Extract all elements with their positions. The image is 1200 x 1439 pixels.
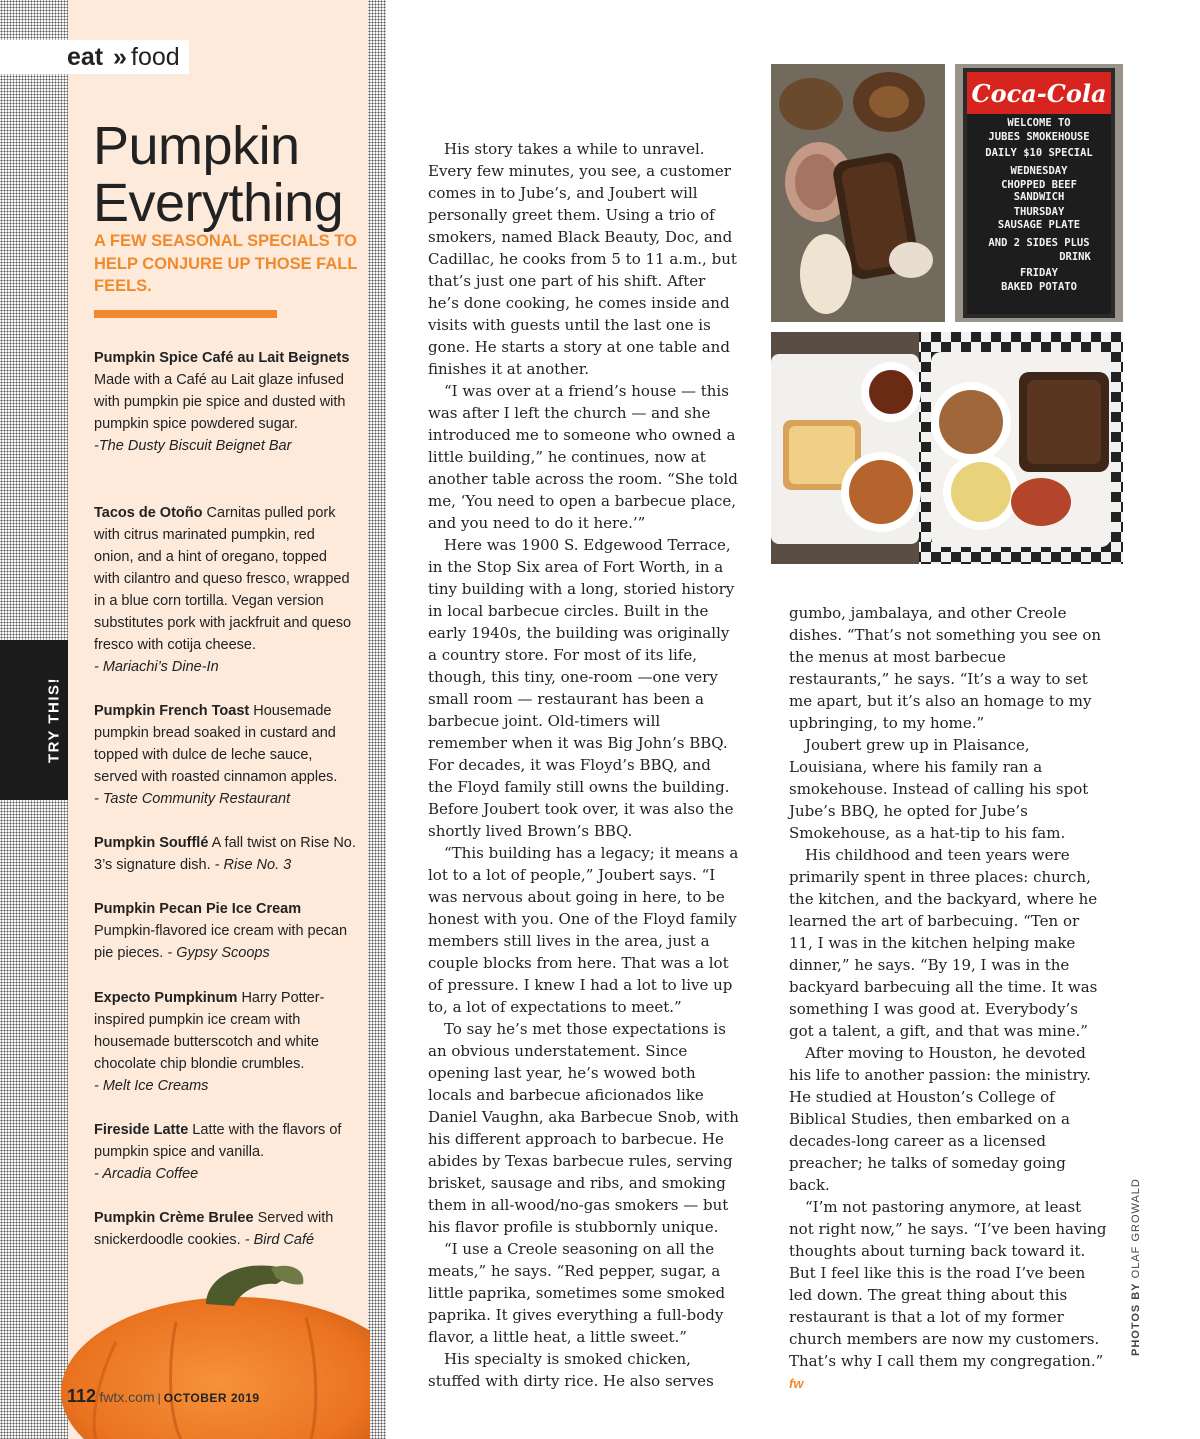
section-tag [0, 40, 189, 74]
photo-credit [1130, 1178, 1142, 1356]
article-column-1 [428, 138, 740, 1392]
special-desc: Housemade pumpkin bread soaked in custard and topped with dulce de leche sauce, served with roasted cinnamon apples. [94, 703, 338, 785]
special-source: -The Dusty Biscuit Beignet Bar [94, 438, 292, 454]
page-footer [67, 1386, 260, 1407]
article-paragraph: “I was over at a friend’s house — this was after I left the church — and she introduced me to someone who owned a little building,” he continues, now at another table across the room. “She told me, ‘You need to open a barbecue place, and you need to do it here.’” [428, 382, 738, 532]
pumpkin-image [56, 1262, 370, 1439]
special-item [94, 700, 356, 810]
special-item [94, 898, 356, 964]
footer-separator: | [157, 1391, 161, 1405]
article-paragraph-text: “I’m not pastoring anymore, at least not right now,” he says. “I’ve been having thoughts about turning back toward it. But I feel like this is the road I’ve been led down. The great thing about this restaurant is that a lot of my former church members are now my customers. That’s why I call them my congregation.” [789, 1198, 1107, 1370]
special-name: Pumpkin Soufflé [94, 835, 209, 851]
special-item [94, 502, 356, 678]
special-item [94, 987, 356, 1097]
article-paragraph: His childhood and teen years were primarily spent in three places: church, the kitchen, and the backyard, where he learned the art of barbecuing. “Ten or 11, I was in the kitchen helping make dinner,” he says. “By 19, I was in the backyard barbecuing all the time. It was something I was good at. Everybody’s got a talent, a gift, and that was mine.” [789, 846, 1098, 1040]
sign-line: THURSDAY [1013, 206, 1065, 218]
special-item [94, 347, 356, 457]
sign-line: JUBES SMOKEHOUSE [988, 131, 1090, 143]
section-eat: eat [67, 43, 104, 71]
menu-sign-photo [955, 64, 1123, 322]
special-desc: Served with snickerdoodle cookies. [94, 1210, 334, 1248]
special-source: - Arcadia Coffee [94, 1166, 199, 1182]
sign-line: CHOPPED BEEF [1001, 179, 1077, 191]
special-item [94, 1207, 356, 1251]
special-source: - Mariachi’s Dine-In [94, 659, 219, 675]
sign-line: WEDNESDAY [1010, 165, 1068, 177]
special-name: Pumpkin Spice Café au Lait Beignets [94, 350, 350, 366]
sign-line: SAUSAGE PLATE [997, 219, 1081, 231]
article-paragraph: “I use a Creole seasoning on all the meats,” he says. “Red pepper, sugar, a little paprika, sometimes some smoked paprika. It gives everything a full-body flavor, a little heat, a little sweet.” [428, 1240, 726, 1346]
special-desc: Harry Potter-inspired pumpkin ice cream with housemade butterscotch and white chocolate chip blondie crumbles. [94, 990, 325, 1072]
special-name: Expecto Pumpkinum [94, 990, 238, 1006]
article-paragraph: After moving to Houston, he devoted his life to another passion: the ministry. He studied at Houston’s College of Biblical Studies, then embarked on a decades-long career as a licensed preacher; he talks of someday going back. [789, 1044, 1091, 1194]
section-arrow: » [113, 43, 127, 71]
special-source: - Taste Community Restaurant [94, 791, 291, 807]
photo-credit-name: OLAF GROWALD [1130, 1178, 1142, 1279]
special-name: Fireside Latte [94, 1122, 189, 1138]
special-name: Pumpkin Crème Brulee [94, 1210, 254, 1226]
special-source: - Gypsy Scoops [167, 945, 270, 961]
article-paragraph: gumbo, jambalaya, and other Creole dishes. “That’s not something you see on the menus at most barbecue restaurants,” he says. “It’s a way to set me apart, but it’s also an homage to my upbringing, to my home.” [789, 604, 1102, 732]
sign-line: SANDWICH [1013, 191, 1065, 203]
special-source: - Bird Café [244, 1232, 315, 1248]
headline-line-1: Pumpkin [93, 116, 300, 176]
sign-line: FRIDAY [1020, 267, 1058, 279]
sign-line: DAILY $10 SPECIAL [985, 147, 1093, 159]
halftone-border-middle [368, 0, 386, 1439]
try-this-label: TRY THIS! [45, 676, 63, 764]
article-paragraph: “This building has a legacy; it means a lot to a lot of people,” Joubert says. “I was nervous about going in here, to be honest with you. One of the Floyd family members still lives in the area, just a couple blocks from here. That was a lot of pressure. I knew I had a lot to live up to, a lot of expectations to meet.” [428, 844, 739, 1016]
dek: A FEW SEASONAL SPECIALS TO HELP CONJURE UP THOSE FALL FEELS. [94, 232, 358, 295]
dek-rule [94, 310, 277, 318]
special-item [94, 1119, 356, 1185]
article-paragraph: Joubert grew up in Plaisance, Louisiana, where his family ran a smokehouse. Instead of calling his spot Jube’s BBQ, he opted for Jube’s Smokehouse, as a hat-tip to his fam. [789, 736, 1089, 842]
try-this-tab [0, 640, 68, 800]
article-paragraph [789, 1196, 1107, 1395]
bbq-platter-photo [771, 332, 1123, 564]
end-mark: fw [789, 1376, 804, 1391]
special-item [94, 832, 356, 876]
special-name: Tacos de Otoño [94, 505, 203, 521]
article-paragraph: His story takes a while to unravel. Every few minutes, you see, a customer comes in to Jube’s, and Joubert will personally greet them. Using a trio of smokers, named Black Beauty, Doc, and Cadillac, he cooks from 5 to 11 a.m., but that’s just one part of his shift. After he’s done cooking, he comes inside and visits with guests until the last one is gone. He starts a story at one table and finishes it at another. [428, 140, 737, 378]
article-paragraph: To say he’s met those expectations is an obvious understatement. Since opening last year, he’s wowed both locals and barbecue aficionados like Daniel Vaughn, aka Barbecue Snob, with his different approach to barbecue. He abides by Texas barbecue rules, serving brisket, sausage and ribs, and smoking them in all-wood/no-gas smokers — but his flavor profile is stubbornly unique. [428, 1020, 739, 1236]
special-desc: Pumpkin-flavored ice cream with pecan pie pieces. [94, 923, 348, 961]
special-desc: Latte with the flavors of pumpkin spice and vanilla. [94, 1122, 342, 1160]
section-food: food [131, 43, 180, 71]
photo-credit-label: PHOTOS BY [1130, 1282, 1142, 1356]
article-paragraph: Here was 1900 S. Edgewood Terrace, in the Stop Six area of Fort Worth, in a tiny building with a long, storied history in local barbecue circles. Built in the early 1940s, the building was originally a country store. For most of its life, though, this tiny, one-room —one very small room — restaurant has been a barbecue joint. Old-timers will remember when it was Big John’s BBQ. For decades, it was Floyd’s BBQ, and the Floyd family still owns the building. Before Joubert took over, it was also the shortly lived Brown’s BBQ. [428, 536, 735, 840]
footer-site: fwtx.com [99, 1389, 155, 1405]
footer-issue: OCTOBER 2019 [163, 1391, 260, 1405]
special-desc: Carnitas pulled pork with citrus marinated pumpkin, red onion, and a hint of oregano, topped with cilantro and queso fresco, wrapped in a blue corn tortilla. Vegan version substitutes pork with jackfruit and queso fresco with cotija cheese. [94, 505, 352, 653]
sign-line: WELCOME TO [1007, 117, 1071, 129]
special-name: Pumpkin Pecan Pie Ice Cream [94, 901, 302, 917]
special-name: Pumpkin French Toast [94, 703, 250, 719]
special-desc: Made with a Café au Lait glaze infused with pumpkin pie spice and dusted with pumpkin spice powdered sugar. [94, 372, 346, 432]
sign-brand: Coca-Cola [971, 79, 1107, 108]
headline [93, 118, 343, 232]
article-column-2 [789, 602, 1107, 1395]
article-paragraph: His specialty is smoked chicken, stuffed with dirty rice. He also serves [428, 1350, 714, 1390]
sign-line: AND 2 SIDES PLUS [988, 237, 1090, 249]
page-number: 112 [67, 1386, 97, 1406]
bbq-meats-photo [771, 64, 945, 322]
special-source: - Melt Ice Creams [94, 1078, 209, 1094]
sign-line: BAKED POTATO [1001, 281, 1077, 293]
special-desc: A fall twist on Rise No. 3’s signature dish. [94, 835, 356, 873]
special-source: - Rise No. 3 [214, 857, 292, 873]
headline-line-2: Everything [93, 173, 344, 233]
sign-line: DRINK [1059, 251, 1091, 263]
